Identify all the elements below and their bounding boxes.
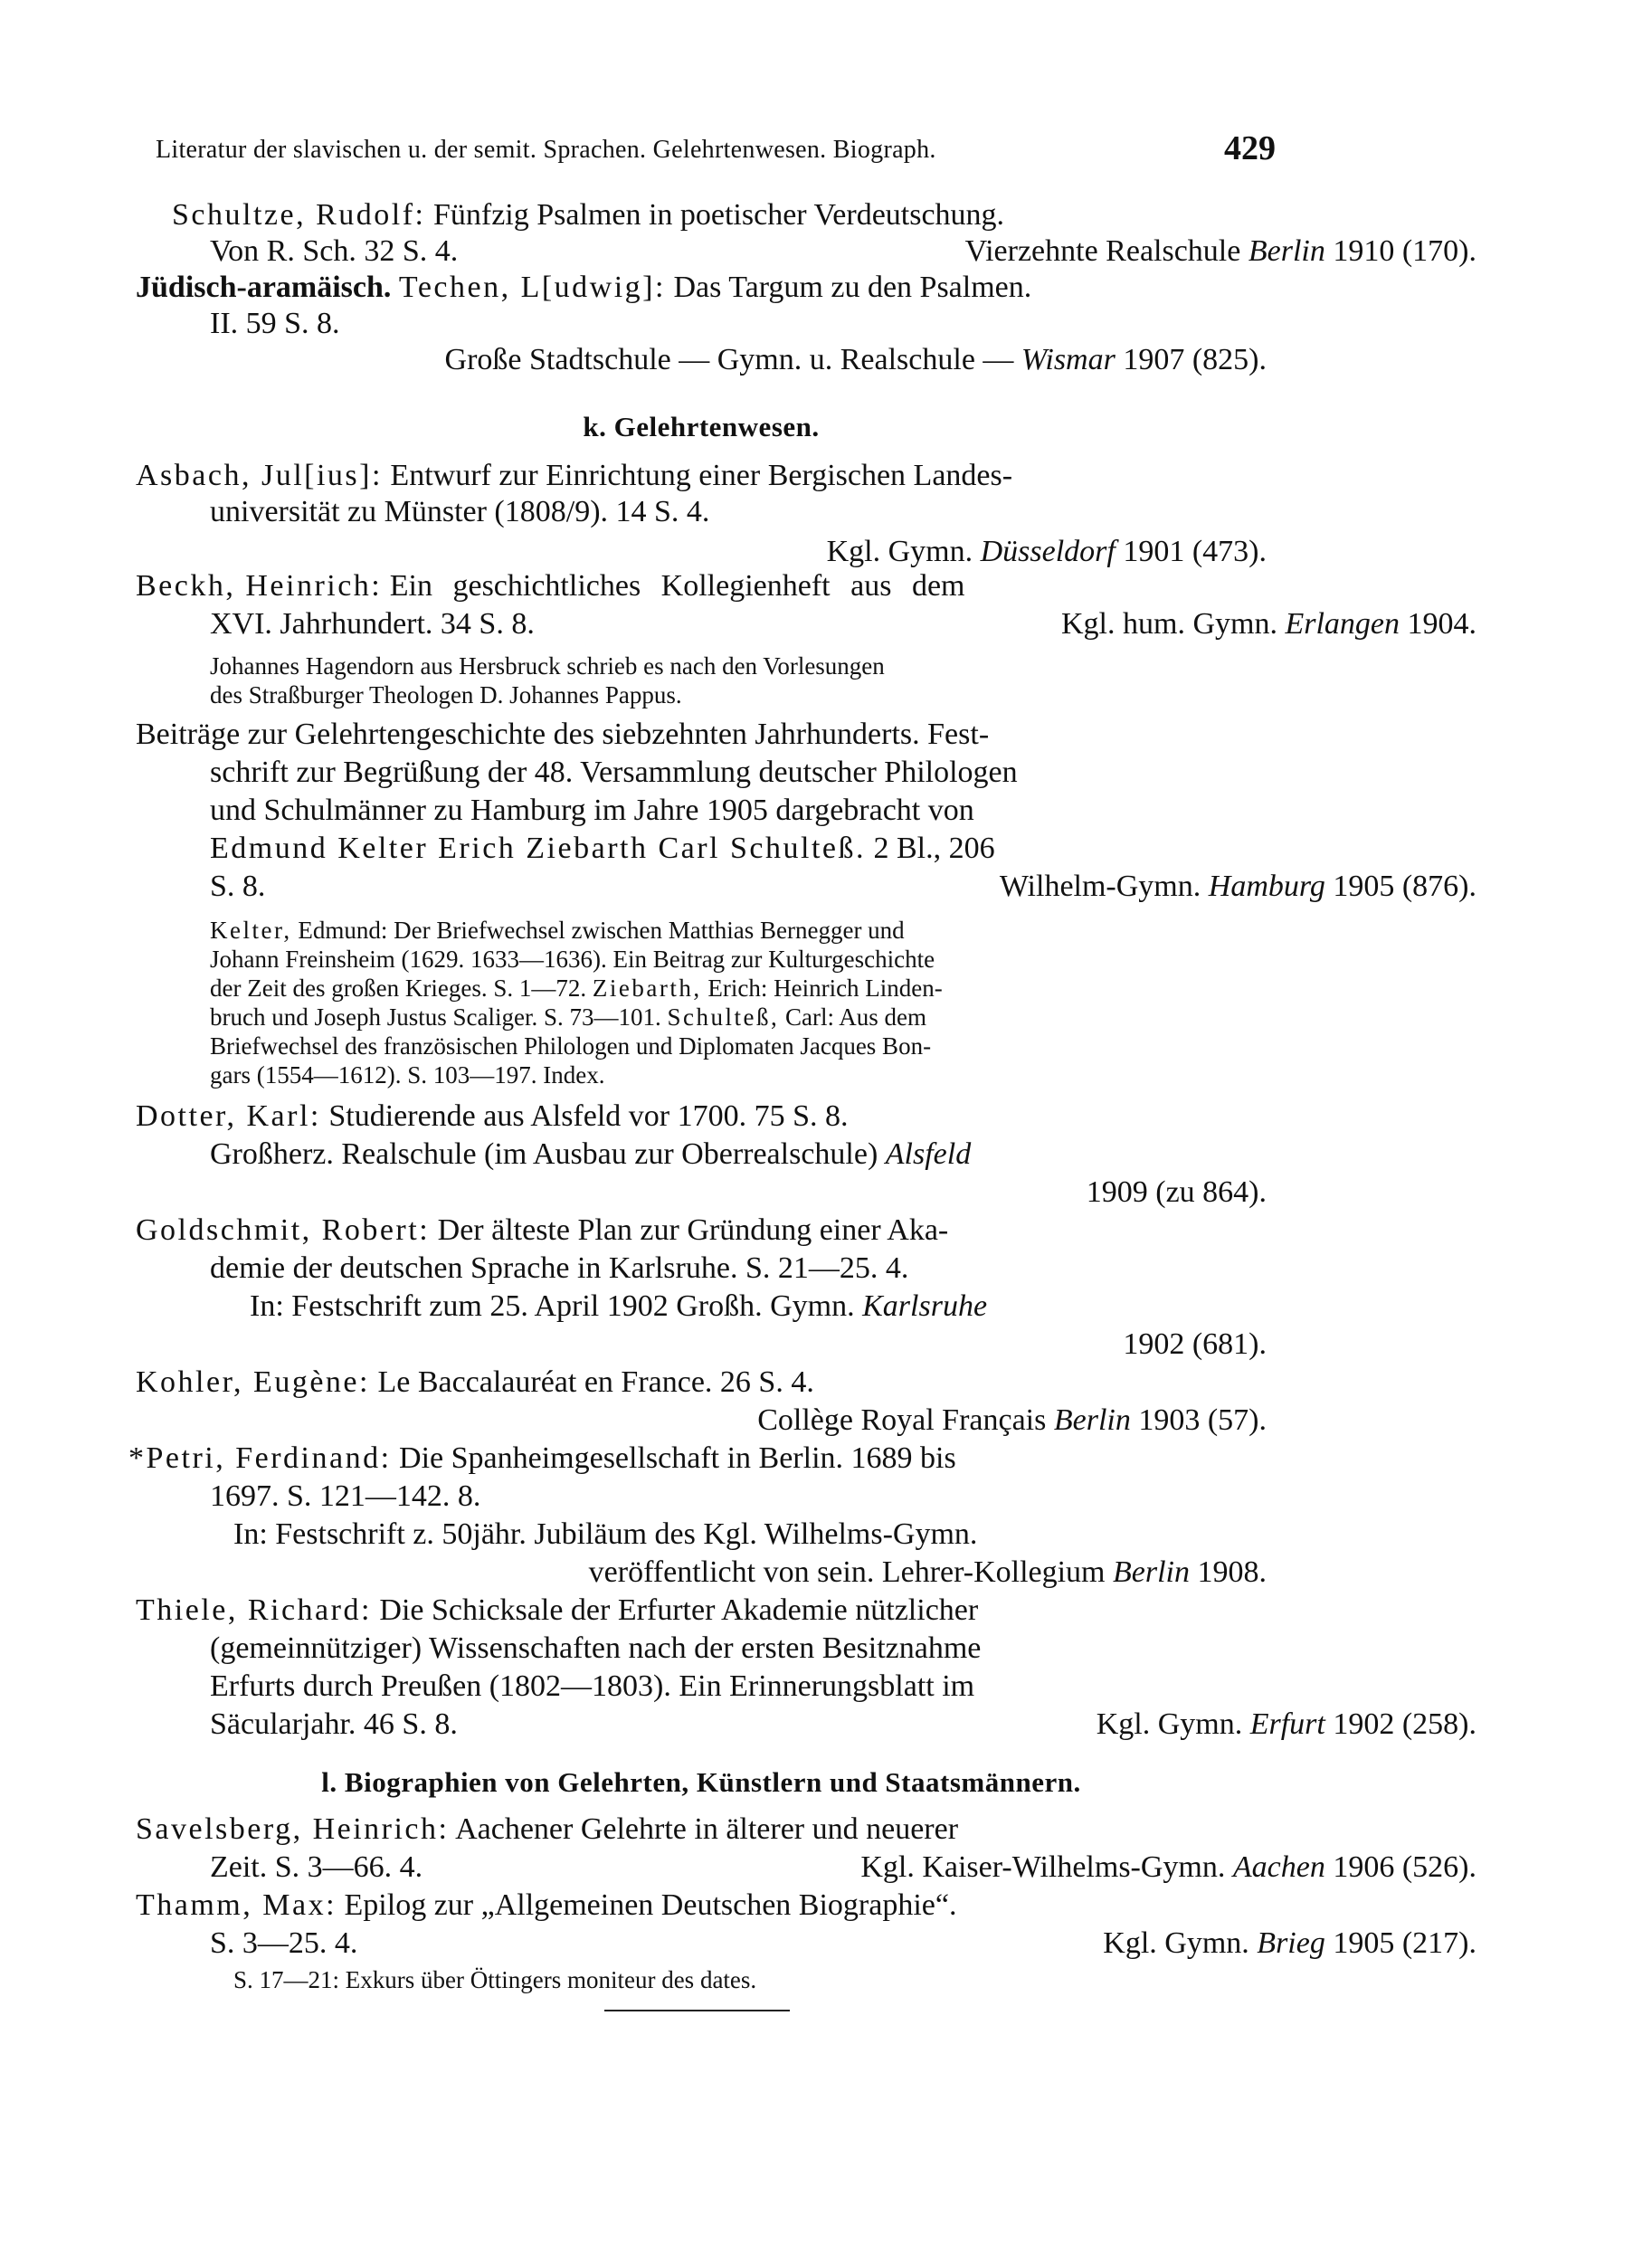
entry-beckh-line1: Beckh, Heinrich: Ein geschichtliches Kollegienheft aus dem <box>136 569 965 603</box>
entry-goldschmit-line2: demie der deutschen Sprache in Karlsruhe. S. 21—25. 4. <box>210 1251 909 1285</box>
entry-thamm-line2: S. 3—25. 4. Kgl. Gymn. Brieg 1905 (217). <box>210 1926 1476 1960</box>
entry-techen-line2: II. 59 S. 8. <box>210 307 340 340</box>
entry-techen-line1: Jüdisch-aramäisch. Techen, L[udwig]: Das Targum zu den Psalmen. <box>136 271 1032 304</box>
entry-kohler-line1: Kohler, Eugène: Le Baccalauréat en France. 26 S. 4. <box>136 1365 814 1399</box>
entry-savelsberg-line1: Savelsberg, Heinrich: Aachener Gelehrte in älterer und neuerer <box>136 1812 959 1846</box>
entry-petri-line3: In: Festschrift z. 50jähr. Jubiläum des Kgl. Wilhelms-Gymn. <box>233 1517 978 1551</box>
end-rule <box>604 2010 790 2011</box>
entry-thiele-line2: (gemeinnütziger) Wissenschaften nach der ersten Besitznahme <box>210 1631 982 1665</box>
entry-beitraege-line1: Beiträge zur Gelehrtengeschichte des siebzehnten Jahrhunderts. Fest- <box>136 718 990 751</box>
entry-thiele-line3: Erfurts durch Preußen (1802—1803). Ein Erinnerungsblatt im <box>210 1669 975 1703</box>
entry-beitraege-contents2: Johann Freinsheim (1629. 1633—1636). Ein Beitrag zur Kulturgeschichte <box>210 946 935 973</box>
entry-beitraege-contents4: bruch und Joseph Justus Scaliger. S. 73—101. Schulteß, Carl: Aus dem <box>210 1003 926 1031</box>
entry-beitraege-contents1: Kelter, Edmund: Der Briefwechsel zwischen Matthias Bernegger und <box>210 917 905 944</box>
entry-beitraege-line5: S. 8. Wilhelm-Gymn. Hamburg 1905 (876). <box>210 870 1476 903</box>
book-page: Literatur der slavischen u. der semit. Sprachen. Gelehrtenwesen. Biograph. 429 Schultze, Rudolf: Fünfzig Psalmen in poetischer Verdeutschung. Von R. Sch. 32 S. 4. Vierzehnte Realschule Berlin 1910 (170). Jüdisch-aramäisch. Techen, L[udwig]: Das Targum zu den Psalmen. II. 59 S. 8. Große Stadtschule — Gymn. u. Realschule — Wismar 1907 (825). k. Gelehrtenwesen. Asbach, Jul[ius]: Entwurf zur Einrichtung einer Bergischen Landes- universität zu Münster (1808/9). 14 S. 4. Kgl. Gymn. Düsseldorf 1901 (473). Beckh, Heinrich: Ein geschichtliches Kollegienheft aus dem XVI. Jahrhundert. 34 S. 8. Kgl. hum. Gymn. Erlangen 1904. Johannes Hagendorn aus Hersbruck schrieb es nach den Vorlesungen des Straßburger Theologen D. Johannes Pappus. Beiträge zur Gelehrtengeschichte des siebzehnten Jahrhunderts. Fest- schrift zur Begrüßung der 48. Versammlung deutscher Philologen und Schulmänner zu Hamburg im Jahre 1905 dargebracht von Edmund Kelter Erich Ziebarth Carl Schulteß. 2 Bl., 206 S. 8. Wilhelm-Gymn. Hamburg 1905 (876). Kelter, Edmund: Der Briefwechsel zwischen Matthias Bernegger und Johann Freinsheim (1629. 1633—1636). Ein Beitrag zur Kulturgeschichte der Zeit des großen Krieges. S. 1—72. Ziebarth, Erich: Heinrich Linden- bruch und Joseph Justus Scaliger. S. 73—101. Schulteß, Carl: Aus dem Briefwechsel des französischen Philologen und Diplomaten Jacques Bon- gars (1554—1612). S. 103—197. Index. Dotter, Karl: Studierende aus Alsfeld vor 1700. 75 S. 8. Großherz. Realschule (im Ausbau zur Oberrealschule) Alsfeld 1909 (zu 864). Goldschmit, Robert: Der älteste Plan zur Gründung einer Aka- demie der deutschen Sprache in Karlsruhe. S. 21—25. 4. In: Festschrift zum 25. April 1902 Großh. Gymn. Karlsruhe 1902 (681). Kohler, Eugène: Le Baccalauréat en France. 26 S. 4. Collège Royal Français Berlin 1903 (57). *Petri, Ferdinand: Die Spanheimgesellschaft in Berlin. 1689 bis 1697. S. 121—142. 8. In: Festschrift z. 50jähr. Jubiläum des Kgl. Wilhelms-Gymn. veröffentlicht von sein. Lehrer-Kollegium Berlin 1908. Thiele, Richard: Die Schicksale der Erfurter Akademie nützlicher (gemeinnütziger) Wissenschaften nach der ersten Besitznahme Erfurts durch Preußen (1802—1803). Ein Erinnerungsblatt im Säcularjahr. 46 S. 8. Kgl. Gymn. Erfurt 1902 (258). l. Biographien von Gelehrten, Künstlern und Staatsmännern. Savelsberg, Heinrich: Aachener Gelehrte in älterer und neuerer Zeit. S. 3—66. 4. Kgl. Kaiser-Wilhelms-Gymn. Aachen 1906 (526). Thamm, Max: Epilog zur „Allgemeinen Deutschen Biographie“. S. 3—25. 4. Kgl. Gymn. Brieg 1905 (217). S. 17—21: Exkurs über Öttingers moniteur des dates. <box>0 0 1402 2244</box>
entry-thamm-note: S. 17—21: Exkurs über Öttingers moniteur des dates. <box>233 1966 757 1993</box>
entry-asbach-line2: universität zu Münster (1808/9). 14 S. 4. <box>210 495 710 528</box>
section-heading-k: k. Gelehrtenwesen. <box>583 411 820 442</box>
running-header <box>156 128 1276 183</box>
entry-beckh-line2: XVI. Jahrhundert. 34 S. 8. Kgl. hum. Gymn. Erlangen 1904. <box>210 607 1476 641</box>
entry-beitraege-contents5: Briefwechsel des französischen Philologen und Diplomaten Jacques Bon- <box>210 1032 932 1060</box>
page-number: 429 <box>1224 129 1276 167</box>
entry-beckh-note1: Johannes Hagendorn aus Hersbruck schrieb es nach den Vorlesungen <box>210 652 885 680</box>
entry-beitraege-line3: und Schulmänner zu Hamburg im Jahre 1905 dargebracht von <box>210 794 974 827</box>
entry-beitraege-line4: Edmund Kelter Erich Ziebarth Carl Schulteß. 2 Bl., 206 <box>210 832 995 865</box>
entry-beitraege-contents3: der Zeit des großen Krieges. S. 1—72. Ziebarth, Erich: Heinrich Linden- <box>210 975 943 1002</box>
entry-dotter-line1: Dotter, Karl: Studierende aus Alsfeld vor 1700. 75 S. 8. <box>136 1099 849 1133</box>
entry-goldschmit-line1: Goldschmit, Robert: Der älteste Plan zur Gründung einer Aka- <box>136 1213 949 1247</box>
entry-goldschmit-line3: In: Festschrift zum 25. April 1902 Großh. Gymn. Karlsruhe <box>250 1289 988 1323</box>
section-heading-l: l. Biographien von Gelehrten, Künstlern und Staatsmännern. <box>321 1766 1081 1798</box>
language-heading: Jüdisch-aramäisch. <box>136 271 392 304</box>
entry-beitraege-line2: schrift zur Begrüßung der 48. Versammlung deutscher Philologen <box>210 756 1018 789</box>
entry-petri-line2: 1697. S. 121—142. 8. <box>210 1479 481 1513</box>
entry-savelsberg-line2: Zeit. S. 3—66. 4. Kgl. Kaiser-Wilhelms-Gymn. Aachen 1906 (526). <box>210 1850 1476 1884</box>
entry-thiele-line1: Thiele, Richard: Die Schicksale der Erfurter Akademie nützlicher <box>136 1593 979 1627</box>
entry-asbach-line1: Asbach, Jul[ius]: Entwurf zur Einrichtung einer Bergischen Landes- <box>136 459 1013 492</box>
entry-beckh-note2: des Straßburger Theologen D. Johannes Pappus. <box>210 681 682 708</box>
entry-beitraege-contents6: gars (1554—1612). S. 103—197. Index. <box>210 1061 605 1089</box>
entry-thiele-line4: Säcularjahr. 46 S. 8. Kgl. Gymn. Erfurt 1902 (258). <box>210 1707 1476 1741</box>
entry-petri-line1: *Petri, Ferdinand: Die Spanheimgesellschaft in Berlin. 1689 bis <box>128 1441 956 1475</box>
entry-schultze-line1: Schultze, Rudolf: Fünfzig Psalmen in poetischer Verdeutschung. <box>172 198 1005 232</box>
entry-thamm-line1: Thamm, Max: Epilog zur „Allgemeinen Deutschen Biographie“. <box>136 1888 957 1922</box>
entry-schultze-line2: Von R. Sch. 32 S. 4. Vierzehnte Realschule Berlin 1910 (170). <box>210 234 1476 268</box>
running-title: Literatur der slavischen u. der semit. Sprachen. Gelehrtenwesen. Biograph. <box>156 136 936 164</box>
entry-dotter-line2: Großherz. Realschule (im Ausbau zur Oberrealschule) Alsfeld <box>210 1137 972 1171</box>
